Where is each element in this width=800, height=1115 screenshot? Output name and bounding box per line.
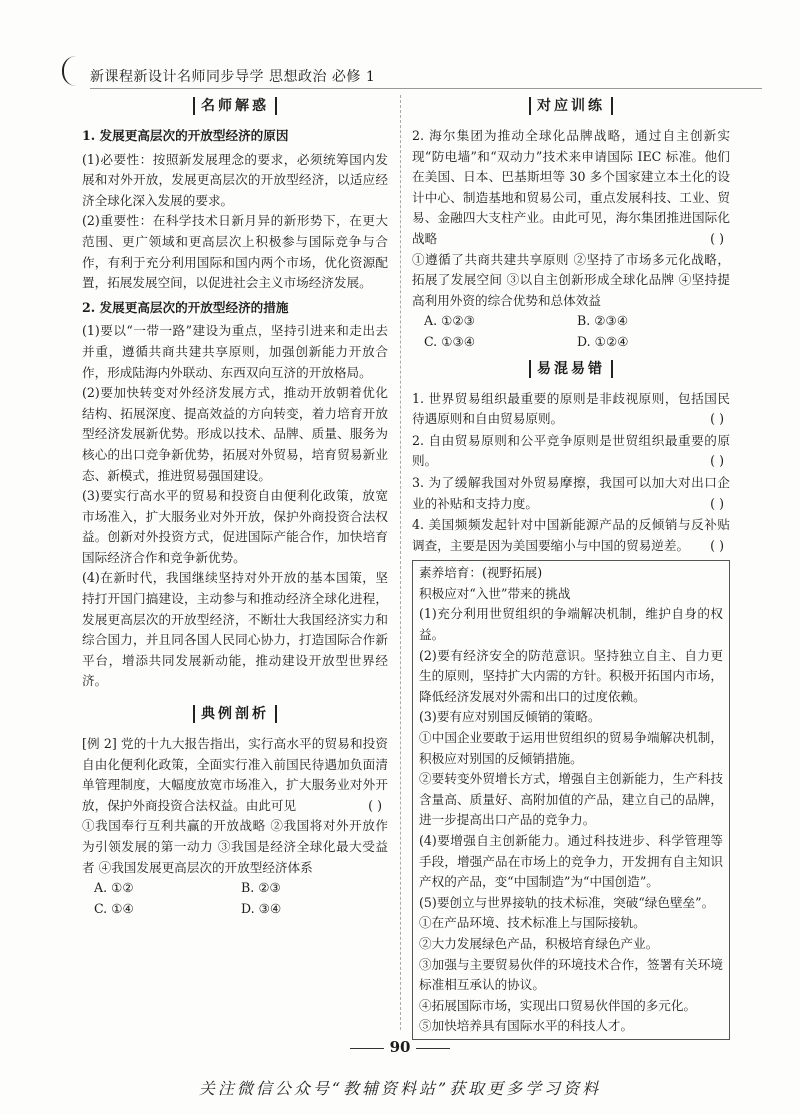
box-line: ④拓展国际市场，实现出口贸易伙伴国的多元化。 [419,997,697,1013]
paragraph: (1)要以“一带一路”建设为重点，坚持引进来和走出去并重，遵循共商共建共享原则，加强创新能力开放合作，形成陆海内外联动、东西双向互济的开放格局。 [82,323,388,380]
column-divider [400,95,401,1030]
box-line: ①中国企业要敢于运用世贸组织的贸易争端解决机制，积极应对别国的反倾销措施。 [419,730,723,766]
q2-options-row2 [424,332,730,353]
footer-note: 关注微信公众号“教辅资料站”获取更多学习资料 [198,1079,602,1098]
section-title-dianli: 典例剖析 [82,704,388,726]
header-title: 新课程新设计名师同步导学 思想政治 必修 1 [90,69,376,85]
left-column [82,90,388,919]
q2-options-row1 [424,311,730,332]
box-line: ②大力发展绿色产品，积极培育绿色产业。 [419,935,659,951]
example-options-row2 [94,899,388,920]
box-line: ②要转变外贸增长方式，增强自主创新能力，生产科技含量高、质量好、高附加值的产品，建立自己的品牌，进一步提高出口产品的竞争力。 [419,771,723,828]
example-items: ①我国奉行互利共赢的开放战略 ②我国将对外开放作为引领发展的第一动力 ③我国是经济全球化最大受益者 ④我国发展更高层次的开放型经济体系 [82,818,388,875]
example-label: [例 2] [82,736,117,752]
example-text: 党的十九大报告指出，实行高水平的贸易和投资自由化便利化政策，全面实行准入前国民待遇加负面清单管理制度，大幅度放宽市场准入，扩大服务业对外开放，保护外商投资合法权益。由此可见 [82,736,389,813]
example-options-row1 [94,878,388,899]
header-bracket [62,56,78,86]
right-column [412,90,730,1040]
box-line: (4)要增强自主创新能力。通过科技进步、科学管理等手段，增强产品在市场上的竞争力，开发拥有自主知识产权的产品，变“中国制造”为“中国创造”。 [419,833,723,890]
box-line: (1)充分利用世贸组织的争端解决机制，维护自身的权益。 [419,606,723,643]
heading-measures: 2. 发展更高层次的开放型经济的措施 [82,299,289,315]
page-header [62,50,762,90]
option: B. ②③ [241,880,281,896]
option: B. ②③④ [577,313,629,329]
judgment-item: 2. 自由贸易原则和公平竞争原则是世贸组织最重要的原则。 ( ) [412,432,730,469]
page-number: 90 [0,1038,800,1056]
literacy-box [412,560,730,1040]
box-line: ③加强与主要贸易伙伴的环境技术合作，签署有关环境标准相互承认的协议。 [419,956,723,993]
judgment-item: 4. 美国频频发起针对中国新能源产品的反倾销与反补贴调查，主要是因为美国要缩小与中国的贸易逆差。 ( ) [412,517,730,553]
heading-reasons: 1. 发展更高层次的开放型经济的原因 [82,128,289,143]
header-rule [90,88,762,89]
question-2-items: ①遵循了共商共建共享原则 ②坚持了市场多元化战略，拓展了发展空间 ③以自主创新形成全球化品牌 ④坚持提高利用外资的综合优势和总体效益 [412,251,730,308]
box-heading: 素养培育：(视野拓展) [419,565,543,581]
option: D. ①②④ [577,333,629,349]
judgment-item: 1. 世界贸易组织最重要的原则是非歧视原则，包括国民待遇原则和自由贸易原则。 ( ) [412,390,730,427]
judgment-item: 3. 为了缓解我国对外贸易摩擦，我国可以加大对出口企业的补贴和支持力度。 ( ) [412,474,730,511]
option: D. ③④ [241,900,282,916]
question-2: 2. 海尔集团为推动全球化品牌战略，通过自主创新实现“防电墙”和“双动力”技术来申请国际 IEC 标准。他们在美国、日本、巴基斯坦等 30 多个国家建立本土化的设计中心、制造基地和贸易公司，重点发展科技、工业、贸易、金融四大支柱产业。由此可见，海尔集团推进国际化战略 ( ) [412,126,730,250]
box-line: ①在产品环境、技术标准上与国际接轨。 [419,915,646,931]
box-line: (5)要创立与世界接轨的技术标准，突破“绿色壁垒”。 [419,894,715,910]
section-title-yihun: 易混易错 [412,359,730,381]
example-question [82,734,388,816]
paragraph: (1)必要性：按照新发展理念的要求，必须统筹国内发展和对外开放，发展更高层次的开放型经济，以适应经济全球化深入发展的要求。 [82,151,388,208]
section-title-duiying: 对应训练 [412,96,730,118]
answer-paren: ( ) [368,797,382,813]
paragraph: (2)要加快转变对外经济发展方式，推动开放朝着优化结构、拓展深度、提高效益的方向转变，着力培育开放型经济发展新优势。形成以技术、品牌、质量、服务为核心的出口竞争新优势，拓展对外贸易，培育贸易新业态、新模式，推进贸易强国建设。 [82,385,388,483]
paragraph: (2)重要性：在科学技术日新月异的新形势下，在更大范围、更广领域和更高层次上积极参与国际竞争与合作，有利于充分利用国际和国内两个市场，优化资源配置，拓展发展空间，以促进社会主义市场经济发展。 [82,213,388,291]
box-line: (3)要有应对别国反倾销的策略。 [419,709,601,725]
box-line: (2)要有经济安全的防范意识。坚持独立自主、自力更生的原则，坚持扩大内需的方针。积极开拓国内市场，降低经济发展对外需和出口的过度依赖。 [419,647,723,704]
paragraph: (4)在新时代，我国继续坚持对外开放的基本国策，坚持打开国门搞建设，主动参与和推动经济全球化进程，发展更高层次的开放型经济，不断壮大我国经济实力和综合国力，并且同各国人民同心协力，打造国际合作新平台，增添共同发展新动能，推动建设开放型世界经济。 [82,570,388,689]
option: A. ①② [94,880,134,896]
box-line: 积极应对“入世”带来的挑战 [419,585,571,601]
section-title-mingshi: 名师解惑 [82,96,388,118]
box-line: ⑤加快培养具有国际水平的科技人才。 [419,1018,634,1034]
option: C. ①④ [94,900,134,916]
option: C. ①③④ [424,333,476,349]
paragraph: (3)要实行高水平的贸易和投资自由便利化政策，放宽市场准入，扩大服务业对外开放，保护外商投资合法权益。创新对外投资方式，促进国际产能合作，加快培育国际经济合作和竞争新优势。 [82,488,388,565]
option: A. ①②③ [424,313,475,329]
answer-paren: ( ) [710,230,724,246]
